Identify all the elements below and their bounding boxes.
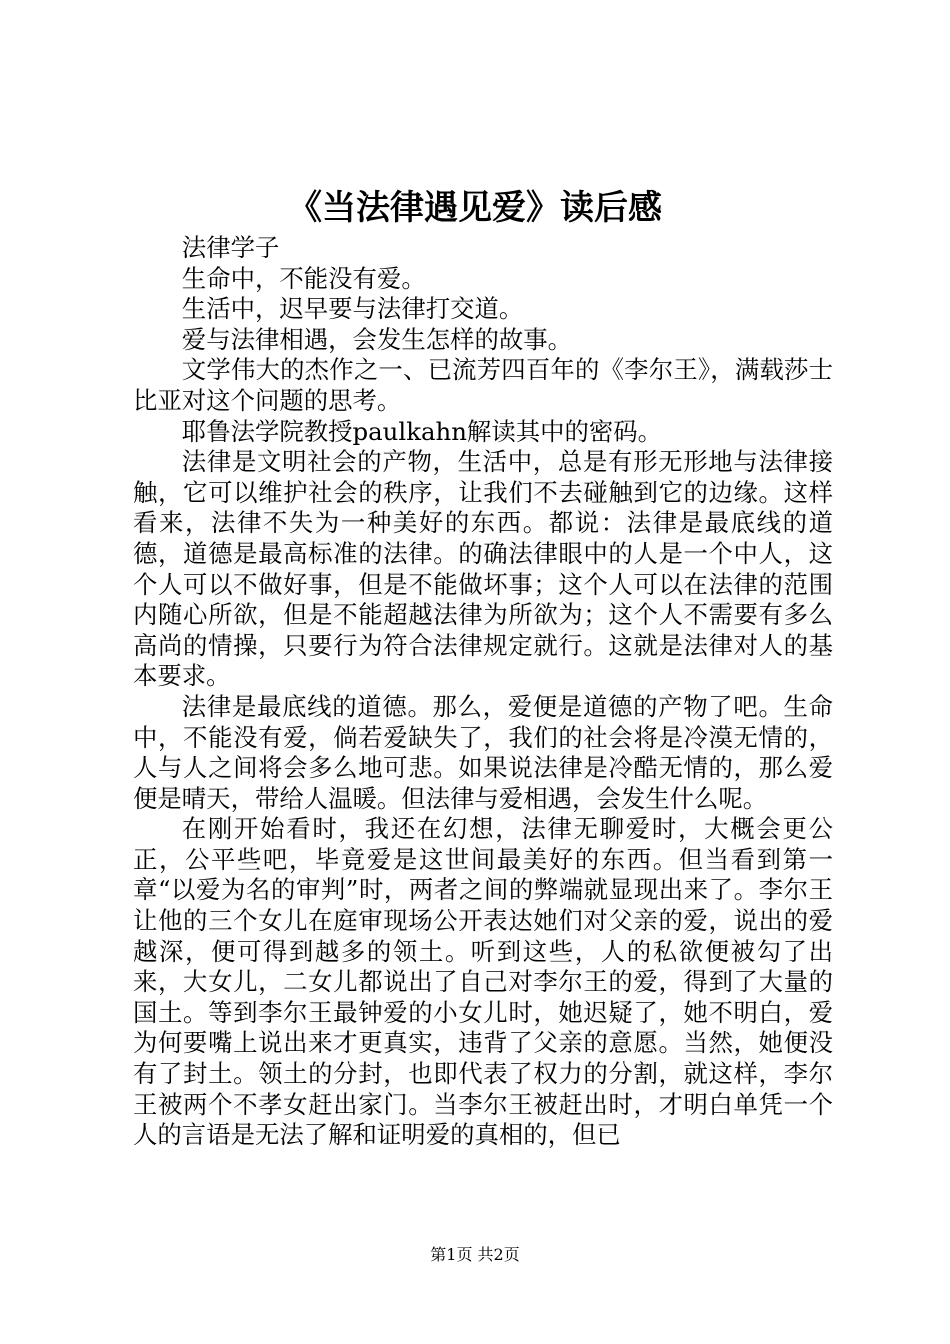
page-number-footer: 第1页 共2页 bbox=[430, 1245, 520, 1264]
paragraph: 在刚开始看时，我还在幻想，法律无聊爱时，大概会更公正，公平些吧，毕竟爱是这世间最美好的东西。但当看到第一章“以爱为名的审判”时，两者之间的弊端就显现出来了。李尔王让他的三个女儿在庭审现场公开表达她们对父亲的爱，说出的爱越深，便可得到越多的领土。听到这些，人的私欲便被勾了出来，大女儿，二女儿都说出了自己对李尔王的爱，得到了大量的国土。等到李尔王最钟爱的小女儿时，她迟疑了，她不明白，爱为何要嘴上说出来才更真实，违背了父亲的意愿。当然，她便没有了封土。领土的分封，也即代表了权力的分割，就这样，李尔王被两个不孝女赶出家门。当李尔王被赶出时，才明白单凭一个人的言语是无法了解和证明爱的真相的，但已 bbox=[133, 814, 833, 1150]
document-title: 《当法律遇见爱》读后感 bbox=[288, 188, 662, 228]
paragraph: 生命中，不能没有爱。 bbox=[181, 263, 426, 293]
paragraph: 爱与法律相遇，会发生怎样的故事。 bbox=[181, 324, 573, 354]
paragraph: 法律是文明社会的产物，生活中，总是有形无形地与法律接触，它可以维护社会的秩序，让我们不去碰触到它的边缘。这样看来，法律不失为一种美好的东西。都说：法律是最底线的道德，道德是最高标准的法律。的确法律眼中的人是一个中人，这个人可以不做好事，但是不能做坏事；这个人可以在法律的范围内随心所欲，但是不能超越法律为所欲为；这个人不需要有多么高尚的情操，只要行为符合法律规定就行。这就是法律对人的基本要求。 bbox=[133, 447, 833, 691]
document-body bbox=[133, 233, 833, 1151]
paragraph: 法律是最底线的道德。那么，爱便是道德的产物了吧。生命中，不能没有爱，倘若爱缺失了，我们的社会将是冷漠无情的，人与人之间将会多么地可悲。如果说法律是冷酷无情的，那么爱便是晴天，带给人温暖。但法律与爱相遇，会发生什么呢。 bbox=[133, 691, 833, 813]
paragraph: 法律学子 bbox=[181, 233, 280, 262]
paragraph: 文学伟大的杰作之一、已流芳四百年的《李尔王》，满载莎士比亚对这个问题的思考。 bbox=[133, 355, 833, 415]
paragraph: 生活中，迟早要与法律打交道。 bbox=[181, 294, 524, 324]
paragraph: 耶鲁法学院教授paulkahn解读其中的密码。 bbox=[181, 416, 663, 446]
